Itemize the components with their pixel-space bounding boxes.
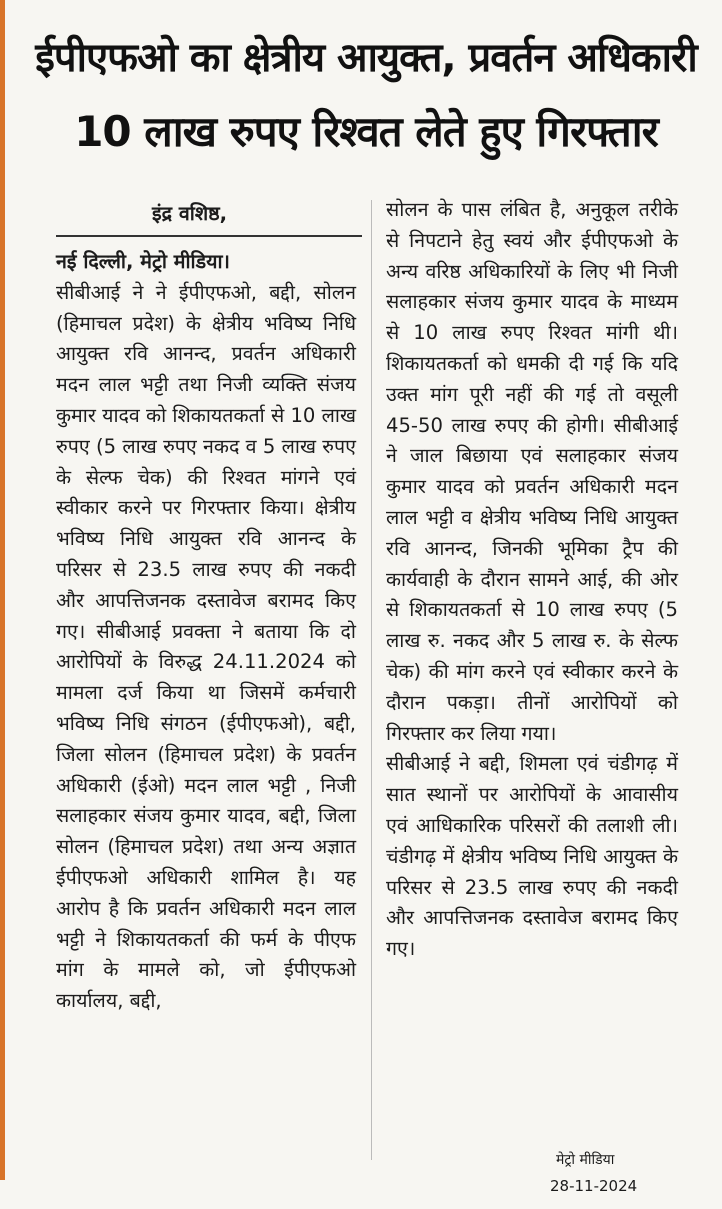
article-right-column <box>386 195 678 965</box>
left-column-body <box>56 247 356 1017</box>
column-divider <box>371 200 372 1160</box>
right-column-paragraph-1: सोलन के पास लंबित है, अनुकूल तरीके से निपटाने हेतु स्वयं और ईपीएफओ के अन्य वरिष्ठ अधिकारियों के लिए भी निजी सलाहकार संजय कुमार यादव के माध्यम से 10 लाख रुपए रिश्वत मांगी थी। शिकायतकर्ता को धमकी दी गई कि यदि उक्त मांग पूरी नहीं की गई तो वसूली 45-50 लाख रुपए की होगी। सीबीआई ने जाल बिछाया एवं सलाहकार संजय कुमार यादव को प्रवर्तन अधिकारी मदन लाल भट्टी व क्षेत्रीय भविष्य निधि आयुक्त रवि आनन्द, जिनकी भूमिका ट्रैप की कार्यवाही के दौरान सामने आई, की ओर से शिकायतकर्ता से 10 लाख रुपए (5 लाख रु. नकद और 5 लाख रु. के सेल्फ चेक) की मांग करने एवं स्वीकार करने के दौरान पकड़ा। तीनों आरोपियों को गिरफ्तार कर लिया गया। <box>386 198 678 745</box>
footer-source: मेट्रो मीडिया <box>556 1152 615 1168</box>
headline-line-2: 10 लाख रुपए रिश्वत लेते हुए गिरफ्तार <box>74 107 658 156</box>
dateline: नई दिल्ली, मेट्रो मीडिया। <box>56 250 230 273</box>
byline-divider <box>56 235 362 237</box>
headline-line-1: ईपीएफओ का क्षेत्रीय आयुक्त, प्रवर्तन अधिकारी <box>35 35 697 81</box>
article-left-column <box>56 195 356 1017</box>
left-margin-rule <box>0 0 5 1180</box>
right-column-paragraph-2: सीबीआई ने बद्दी, शिमला एवं चंडीगढ़ में सात स्थानों पर आरोपियों के आवासीय एवं आधिकारिक परिसरों की तलाशी ली। चंडीगढ़ में क्षेत्रीय भविष्य निधि आयुक्त के परिसर से 23.5 लाख रुपए की नकदी और आपत्तिजनक दस्तावेज बरामद किए गए। <box>386 752 678 961</box>
left-column-text: सीबीआई ने ने ईपीएफओ, बद्दी, सोलन (हिमाचल प्रदेश) के क्षेत्रीय भविष्य निधि आयुक्त रवि आनन्द, प्रवर्तन अधिकारी मदन लाल भट्टी तथा निजी व्यक्ति संजय कुमार यादव को शिकायतकर्ता से 10 लाख रुपए (5 लाख रुपए नकद व 5 लाख रुपए के सेल्फ चेक) की रिश्वत मांगने एवं स्वीकार करने पर गिरफ्तार किया। क्षेत्रीय भविष्य निधि आयुक्त रवि आनन्द के परिसर से 23.5 लाख रुपए की नकदी और आपत्तिजनक दस्तावेज बरामद किए गए। सीबीआई प्रवक्ता ने बताया कि दो आरोपियों के विरुद्ध 24.11.2024 को मामला दर्ज किया था जिसमें कर्मचारी भविष्य निधि संगठन (ईपीएफओ), बद्दी, जिला सोलन (हिमाचल प्रदेश) के प्रवर्तन अधिकारी (ईओ) मदन लाल भट्टी , निजी सलाहकार संजय कुमार यादव, बद्दी, जिला सोलन (हिमाचल प्रदेश) तथा अन्य अज्ञात ईपीएफओ अधिकारी शामिल है। यह आरोप है कि प्रवर्तन अधिकारी मदन लाल भट्टी ने शिकायतकर्ता की फर्म के पीएफ मांग के मामले को, जो ईपीएफओ कार्यालय, बद्दी, <box>56 280 356 1013</box>
byline: इंद्र वशिष्ठ, <box>152 202 228 225</box>
footer-date: 28-11-2024 <box>550 1177 638 1195</box>
